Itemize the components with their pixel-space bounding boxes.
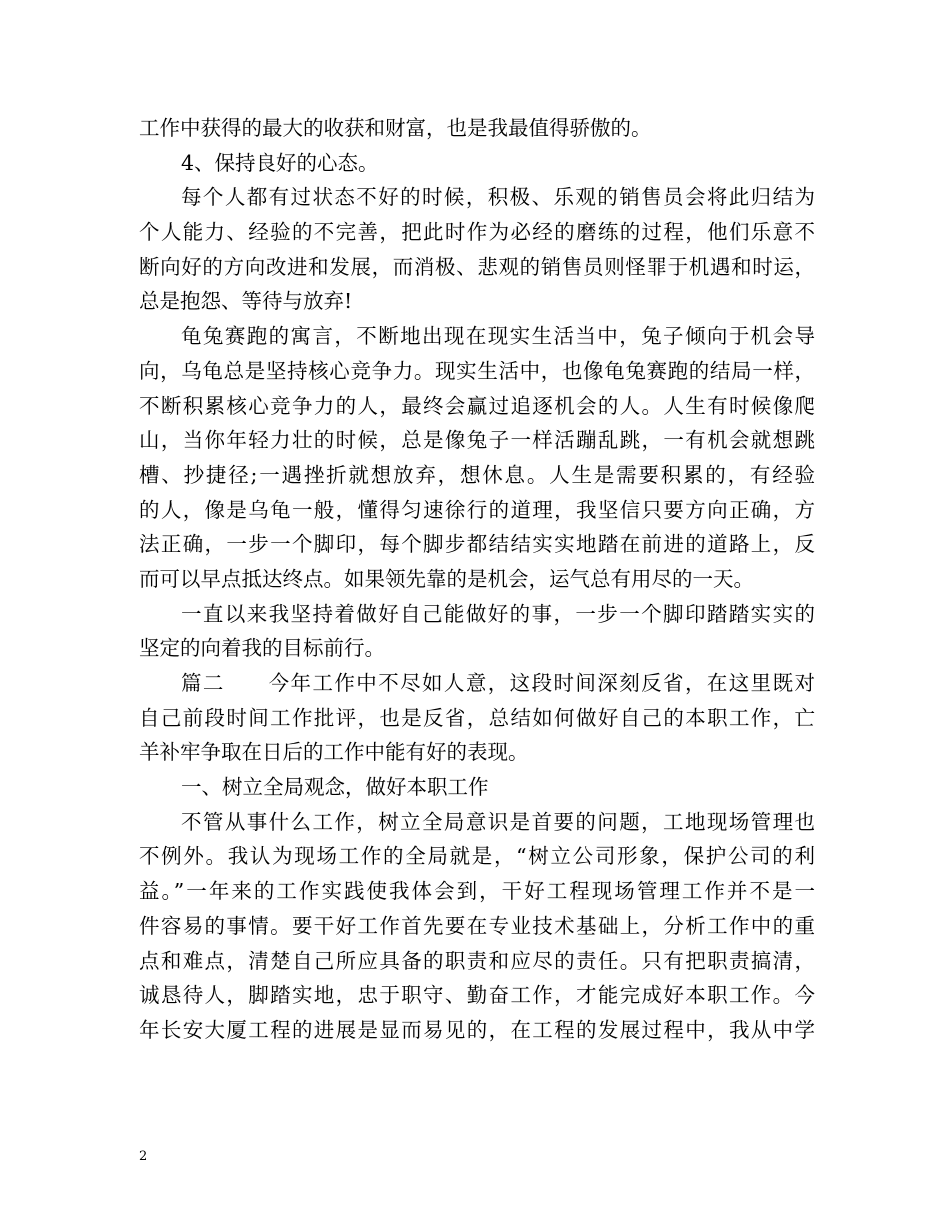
section-heading-line: 篇二 今年工作中不尽如人意，这段时间深刻反省，在这里既对 xyxy=(181,671,815,695)
text-line: 山，当你年轻力壮的时候，总是像兔子一样活蹦乱跳，一有机会就想跳 xyxy=(139,428,815,453)
text-line: 坚定的向着我的目标前行。 xyxy=(139,636,385,661)
text-line: 益。”一年来的工作实践使我体会到，干好工程现场管理工作并不是一 xyxy=(139,879,815,904)
text-line: 诚恳待人，脚踏实地，忠于职守、勤奋工作，才能完成好本职工作。今 xyxy=(139,983,815,1008)
text-line: 的人，像是乌龟一般，懂得匀速徐行的道理，我坚信只要方向正确，方 xyxy=(139,497,815,522)
text-line: 而可以早点抵达终点。如果领先靠的是机会，运气总有用尽的一天。 xyxy=(139,566,754,591)
text-line: 不断积累核心竞争力的人，最终会赢过追逐机会的人。人生有时候像爬 xyxy=(139,393,815,418)
text-line: 工作中获得的最大的收获和财富，也是我最值得骄傲的。 xyxy=(139,116,652,140)
text-line: 羊补牢争取在日后的工作中能有好的表现。 xyxy=(139,740,529,765)
subheading-line: 一、树立全局观念，做好本职工作 xyxy=(181,775,489,800)
body-text xyxy=(139,111,815,1048)
text-line: 法正确，一步一个脚印，每个脚步都结结实实地踏在前进的道路上，反 xyxy=(139,532,815,557)
text-line: 槽、抄捷径;一遇挫折就想放弃，想休息。人生是需要积累的，有经验 xyxy=(139,462,815,487)
text-line: 总是抱怨、等待与放弃! xyxy=(139,289,353,314)
text-line: 向，乌龟总是坚持核心竞争力。现实生活中，也像龟兔赛跑的结局一样， xyxy=(139,358,815,383)
text-line: 4、保持良好的心态。 xyxy=(181,150,379,175)
text-line: 点和难点，清楚自己所应具备的职责和应尽的责任。只有把职责搞清， xyxy=(139,948,815,973)
text-line: 年长安大厦工程的进展是显而易见的，在工程的发展过程中，我从中学 xyxy=(139,1017,815,1042)
text-line: 一直以来我坚持着做好自己能做好的事，一步一个脚印踏踏实实的 xyxy=(181,601,815,626)
text-line: 龟兔赛跑的寓言，不断地出现在现实生活当中，兔子倾向于机会导 xyxy=(181,324,815,349)
text-line: 断向好的方向改进和发展，而消极、悲观的销售员则怪罪于机遇和时运， xyxy=(139,254,815,279)
text-line: 自己前段时间工作批评，也是反省，总结如何做好自己的本职工作，亡 xyxy=(139,705,815,730)
page-number: 2 xyxy=(139,1149,148,1164)
text-line: 每个人都有过状态不好的时候，积极、乐观的销售员会将此归结为 xyxy=(181,185,815,210)
text-line: 不例外。我认为现场工作的全局就是，“树立公司形象，保护公司的利 xyxy=(139,844,815,869)
text-line: 不管从事什么工作，树立全局意识是首要的问题，工地现场管理也 xyxy=(181,809,815,834)
text-line: 个人能力、经验的不完善，把此时作为必经的磨练的过程，他们乐意不 xyxy=(139,220,815,245)
text-line: 件容易的事情。要干好工作首先要在专业技术基础上，分析工作中的重 xyxy=(139,913,815,938)
